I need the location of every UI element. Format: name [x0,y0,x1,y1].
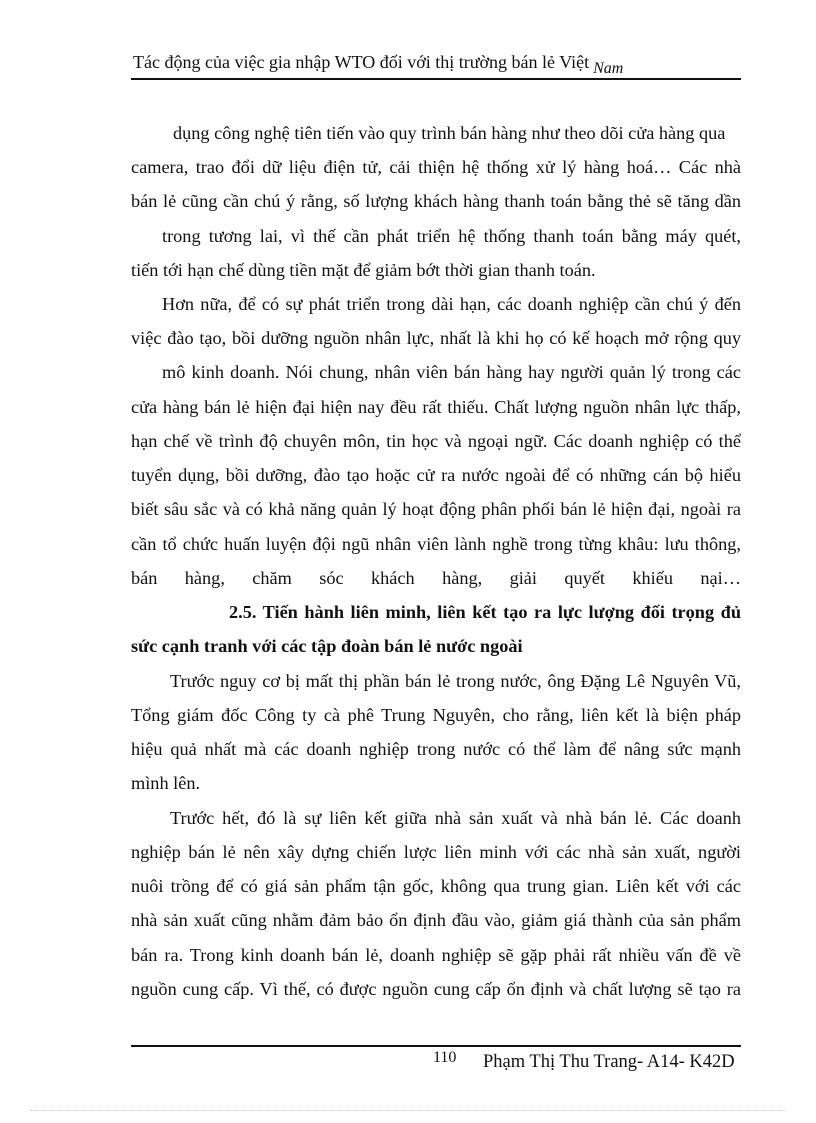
header-title-tail: Nam [593,60,624,77]
body-line: cần tổ chức huấn luyện đội ngũ nhân viên lành nghề trong từng khâu: lưu thông, [131,534,741,554]
section-line: Trước nguy cơ bị mất thị phần bán lẻ trong nước, ông Đặng Lê Nguyên Vũ, [170,671,741,691]
section-line: nhà sản xuất cũng nhằm đảm bảo ổn định đầu vào, giảm giá thành của sản phẩm [131,910,741,930]
body-line: Hơn nữa, để có sự phát triển trong dài hạn, các doanh nghiệp cần chú ý đến [162,294,741,314]
body-line: biết sâu sắc và có khả năng quản lý hoạt động phân phối bán lẻ hiện đại, ngoài ra [131,499,741,519]
body-line: việc đào tạo, bồi dưỡng nguồn nhân lực, nhất là khi họ có kế hoạch mở rộng quy [131,328,741,348]
running-header [131,48,741,80]
body-line: mô kinh doanh. Nói chung, nhân viên bán hàng hay người quản lý trong các [162,362,741,382]
footer-author: Phạm Thị Thu Trang- A14- K42D [483,1052,735,1072]
body-line: dụng công nghệ tiên tiến vào quy trình bán hàng như theo dõi cửa hàng qua [173,123,726,143]
section-heading-line: 2.5. Tiến hành liên minh, liên kết tạo ra lực lượng đối trọng đủ [229,602,741,622]
section-line: Trước hết, đó là sự liên kết giữa nhà sản xuất và nhà bán lẻ. Các doanh [170,808,741,828]
header-title: Tác động của việc gia nhập WTO đối với thị trường bán lẻ Việt Nam [133,52,624,77]
section-heading-line: sức cạnh tranh với các tập đoàn bán lẻ nước ngoài [131,636,523,656]
section-line: nguồn cung cấp. Vì thế, có được nguồn cung cấp ổn định và chất lượng sẽ tạo ra [131,979,741,999]
body-line: bán hàng, chăm sóc khách hàng, giải quyết khiếu nại… [131,568,741,588]
section-line: Tổng giám đốc Công ty cà phê Trung Nguyên, cho rằng, liên kết là biện pháp [131,705,741,725]
body-line: tiến tới hạn chế dùng tiền mặt để giảm bớt thời gian thanh toán. [131,260,596,280]
page-bottom-divider [30,1110,786,1111]
body-line: camera, trao đổi dữ liệu điện tử, cải thiện hệ thống xử lý hàng hoá… Các nhà [131,157,741,177]
section-line: nghiệp bán lẻ nên xây dựng chiến lược liên minh với các nhà sản xuất, người [131,842,741,862]
footer-rule [131,1045,741,1047]
body-line: bán lẻ cũng cần chú ý rằng, số lượng khách hàng thanh toán bằng thẻ sẽ tăng dần [131,191,741,211]
section-line: mình lên. [131,773,201,793]
section-line: hiệu quả nhất mà các doanh nghiệp trong nước có thể làm để nâng sức mạnh [131,739,741,759]
body-line: hạn chế về trình độ chuyên môn, tin học và ngoại ngữ. Các doanh nghiệp có thể [131,431,741,451]
section-line: nuôi trồng để có giá sản phẩm tận gốc, không qua trung gian. Liên kết với các [131,876,741,896]
body-line: cửa hàng bán lẻ hiện đại hiện nay đều rất thiếu. Chất lượng nguồn nhân lực thấp, [131,397,741,417]
body-line: trong tương lai, vì thế cần phát triển hệ thống thanh toán bằng máy quét, [162,226,741,246]
section-line: bán ra. Trong kinh doanh bán lẻ, doanh nghiệp sẽ gặp phải rất nhiều vấn đề về [131,945,741,965]
body-line: tuyển dụng, bồi dưỡng, đào tạo hoặc cử ra nước ngoài để có những cán bộ hiểu [131,465,741,485]
page-number: 110 [433,1049,457,1066]
